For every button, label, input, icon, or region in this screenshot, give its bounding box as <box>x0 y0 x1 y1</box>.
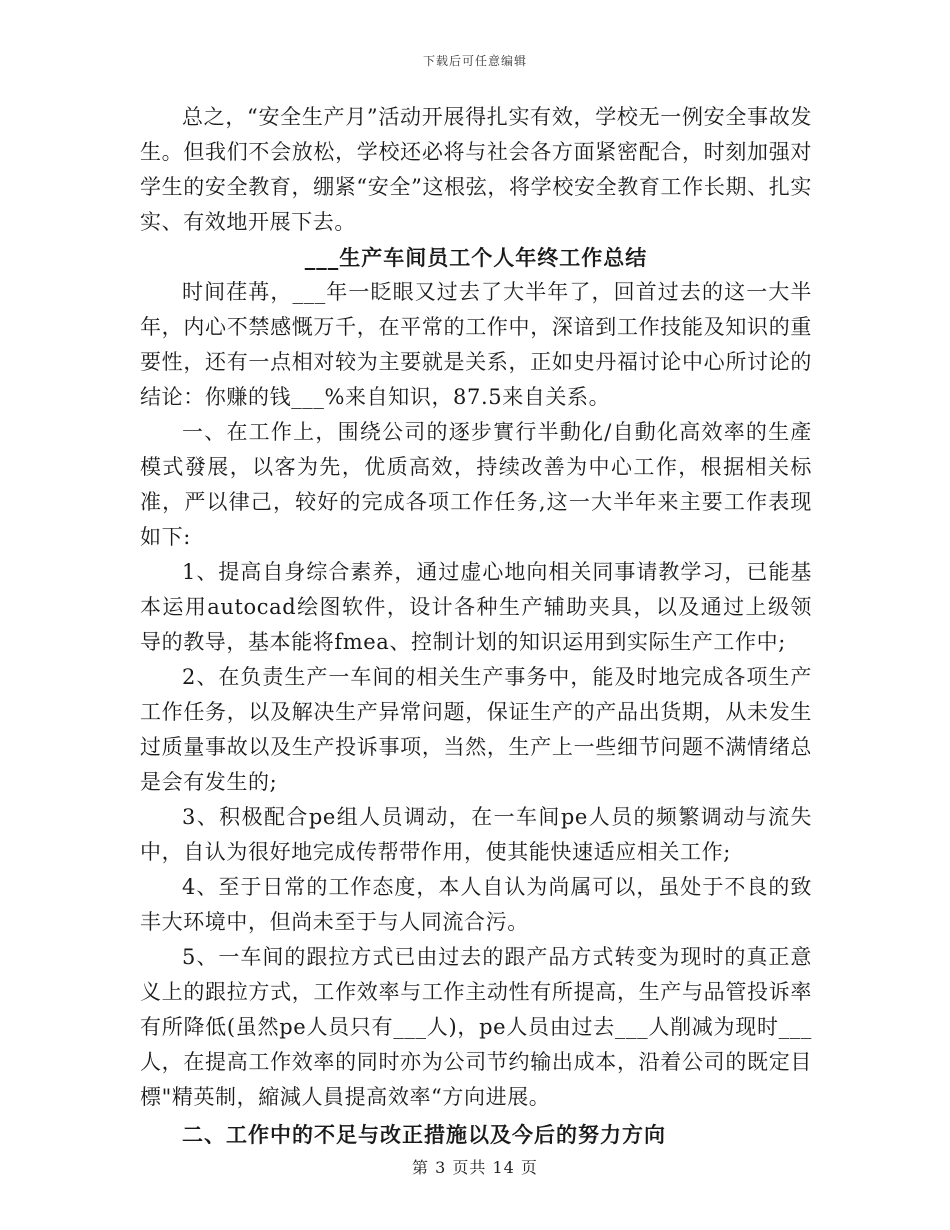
paragraph-intro: 时间荏苒，___年一眨眼又过去了大半年了，回首过去的这一大半年，内心不禁感慨万千，在平常的工作中，深谙到工作技能及知识的重要性，还有一点相对较为主要就是关系，正如史丹福讨论中心所讨论的结论：你赚的钱___%来自知识，87.5来自关系。 <box>140 280 812 409</box>
section-subtitle: 二、工作中的不足与改正措施以及今后的努力方向 <box>182 1122 666 1147</box>
paragraph-item-2: 2、在负责生产一车间的相关生产事务中，能及时地完成各项生产工作任务，以及解决生产异常问题，保证生产的产品出货期，从未发生过质量事故以及生产投诉事项，当然，生产上一些细节问题不满情绪总是会有发生的; <box>140 665 812 794</box>
paragraph-item-3: 3、积极配合pe组人员调动，在一车间pe人员的频繁调动与流失中，自认为很好地完成传帮带作用，使其能快速适应相关工作; <box>140 805 812 864</box>
paragraph-item-4: 4、至于日常的工作态度，本人自认为尚属可以，虽处于不良的致丰大环境中，但尚未至于与人同流合污。 <box>140 875 812 934</box>
paragraph-item-5: 5、一车间的跟拉方式已由过去的跟产品方式转变为现时的真正意义上的跟拉方式，工作效率与工作主动性有所提高，生产与品管投诉率有所降低(虽然pe人员只有___人)，pe人员由过去___人削减为现时___人，在提高工作效率的同时亦为公司节约输出成本，沿着公司的既定目標"精英制，縮減人員提高效率“方向进展。 <box>140 945 812 1109</box>
page-header: 下载后可任意编辑 <box>422 54 527 68</box>
paragraph-work-overview: 一、在工作上，围绕公司的逐步實行半動化/自動化高效率的生產模式發展，以客为先，优质高效，持续改善为中心工作，根据相关标准，严以律己，较好的完成各项工作任务,这一大半年来主要工作表现如下: <box>140 420 812 549</box>
paragraph-item-1: 1、提高自身综合素养，通过虚心地向相关同事请教学习，已能基本运用autocad绘图软件，设计各种生产辅助夹具，以及通过上级领导的教导，基本能将fmea、控制计划的知识运用到实际生产工作中; <box>140 560 812 654</box>
section-title: ___生产车间员工个人年终工作总结 <box>304 245 648 270</box>
document-body <box>140 100 812 1152</box>
paragraph-safety-summary: 总之，“安全生产月”活动开展得扎实有效，学校无一例安全事故发生。但我们不会放松，学校还必将与社会各方面紧密配合，时刻加强对学生的安全教育，绷紧“安全”这根弦，将学校安全教育工作长期、扎实实、有效地开展下去。 <box>140 105 812 234</box>
page-footer: 第 3 页共 14 页 <box>412 1158 538 1177</box>
